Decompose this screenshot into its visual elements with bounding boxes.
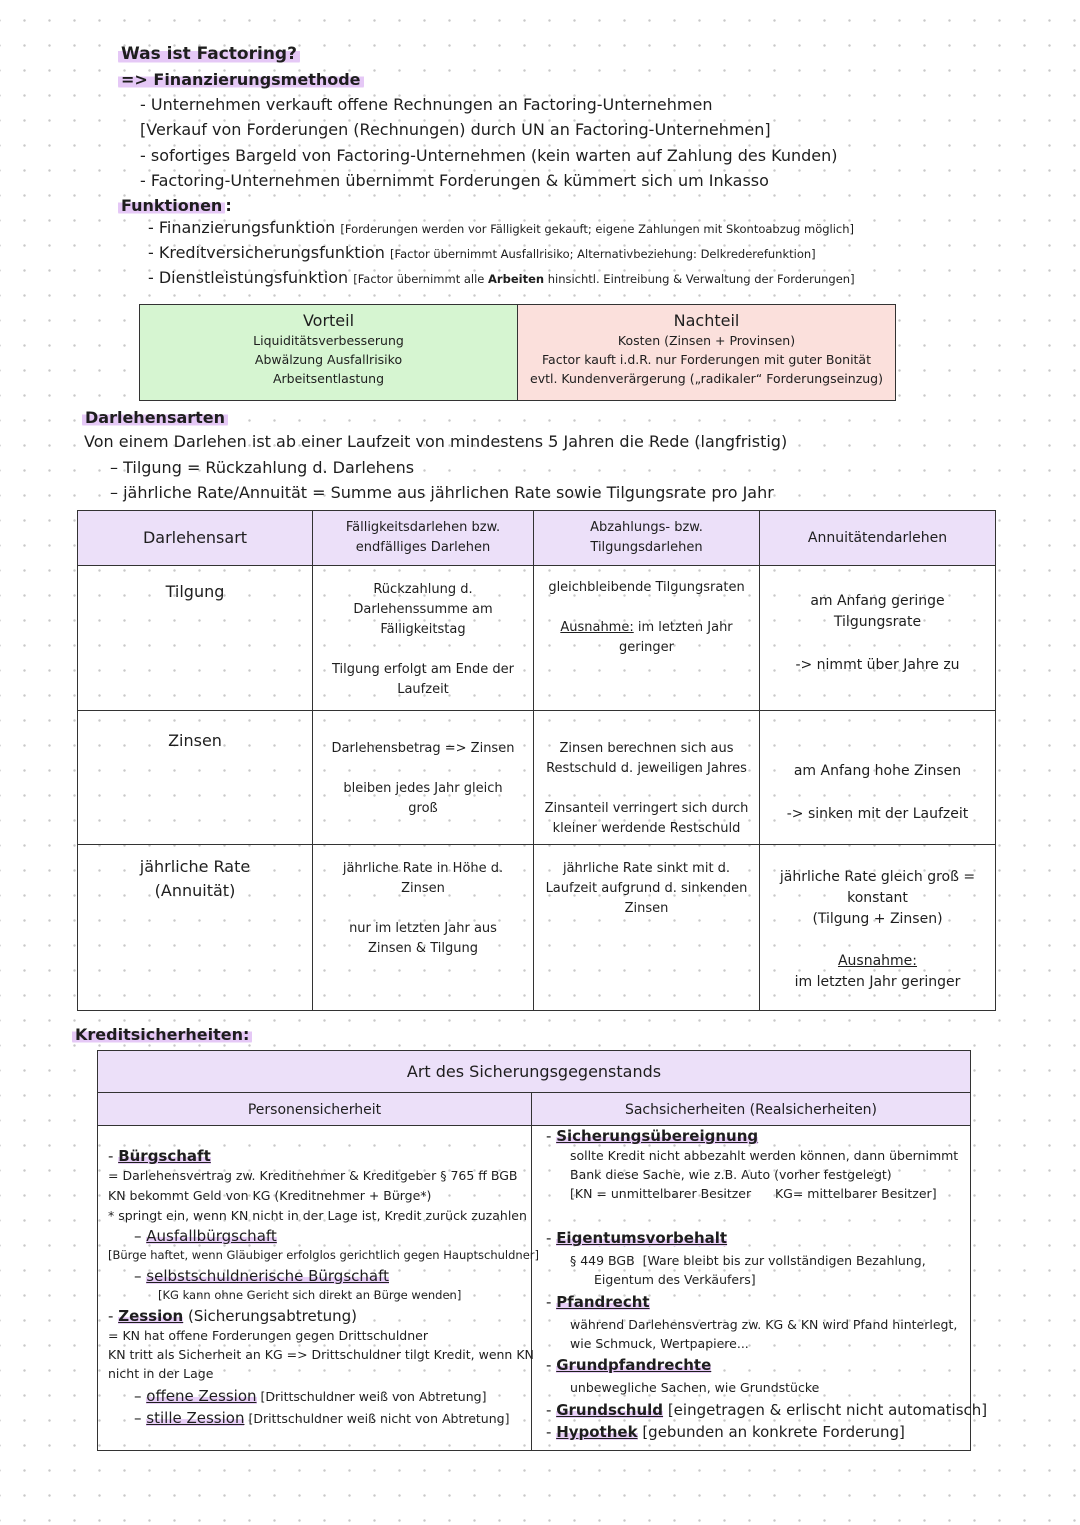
cell-rate-annuitaet: jährliche Rate gleich groß = konstant (Tilgung + Zinsen) Ausnahme: im letzten Jahr geringer xyxy=(760,845,996,1011)
buergschaft-line-3: * springt ein, wenn KN nicht in der Lage ist, Kredit zurück zuzahlen xyxy=(108,1208,527,1223)
factoring-subtitle: => Finanzierungsmethode xyxy=(118,70,364,89)
sue-line-3: [KN = unmittelbarer Besitzer KG= mittelbarer Besitzer] xyxy=(570,1186,937,1201)
buergschaft-line-2: KN bekommt Geld von KG (Kreditnehmer + Bürge*) xyxy=(108,1188,432,1203)
row-label-zinsen: Zinsen xyxy=(78,711,313,845)
zession-line-2: KN tritt als Sicherheit an KG => Drittschuldner tilgt Kredit, wenn KN xyxy=(108,1347,534,1362)
factoring-line-3: - sofortiges Bargeld von Factoring-Unternehmen (kein warten auf Zahlung des Kunden) xyxy=(140,146,838,165)
funktion-finanzierung: - Finanzierungsfunktion [Forderungen werden vor Fälligkeit gekauft; eigene Zahlungen mit Skontoabzug möglich] xyxy=(148,218,855,237)
nachteil-column xyxy=(518,305,895,400)
hypothek: - Hypothek [gebunden an konkrete Forderung] xyxy=(546,1423,905,1441)
sue-line-1: sollte Kredit nicht abbezahlt werden können, dann übernimmt xyxy=(570,1148,959,1163)
gp-line-1: unbewegliche Sachen, wie Grundstücke xyxy=(570,1380,820,1395)
ausfallbuergschaft-note: [Bürge haftet, wenn Gläubiger erfolglos gerichtlich gegen Hauptschuldner] xyxy=(108,1248,540,1262)
personensicherheit-header: Personensicherheit xyxy=(98,1093,532,1125)
sicherungsuebereignung-heading: - Sicherungsübereignung xyxy=(546,1127,759,1145)
cell-rate-faelligkeit: jährliche Rate in Höhe d. Zinsen nur im letzten Jahr aus Zinsen & Tilgung xyxy=(313,845,534,1011)
zession-line-1: = KN hat offene Forderungen gegen Drittschuldner xyxy=(108,1328,428,1343)
darlehensarten-table xyxy=(77,510,996,1011)
selbstschuldnerische-note: [KG kann ohne Gericht sich direkt an Bürge wenden] xyxy=(158,1288,462,1302)
nachteil-item: Factor kauft i.d.R. nur Forderungen mit guter Bonität xyxy=(542,352,871,367)
factoring-title: Was ist Factoring? xyxy=(118,44,300,64)
darlehensarten-title: Darlehensarten xyxy=(82,408,228,427)
kreditsicherheiten-title: Kreditsicherheiten: xyxy=(72,1025,252,1044)
grundschuld: - Grundschuld [eingetragen & erlischt nicht automatisch] xyxy=(546,1401,988,1419)
table-row-zinsen xyxy=(78,711,996,845)
cell-tilgung-faelligkeit: Rückzahlung d. Darlehenssumme am Fälligkeitstag Tilgung erfolgt am Ende der Laufzeit xyxy=(313,566,534,711)
table-header-row xyxy=(78,511,996,566)
cell-zinsen-abzahlung: Zinsen berechnen sich aus Restschuld d. jeweiligen Jahres Zinsanteil verringert sich durch kleiner werdende Restschuld xyxy=(534,711,760,845)
offene-zession: – offene Zession [Drittschuldner weiß von Abtretung] xyxy=(134,1387,487,1405)
header-darlehensart: Darlehensart xyxy=(78,511,313,566)
kreditsicherheiten-table xyxy=(97,1050,988,1451)
pfandrecht-heading: - Pfandrecht xyxy=(546,1293,650,1311)
ev-line-2: Eigentum des Verkäufers] xyxy=(594,1272,756,1287)
vorteil-item: Arbeitsentlastung xyxy=(272,371,385,386)
sue-line-2: Bank diese Sache, wie z.B. Auto (vorher festgelegt) xyxy=(570,1167,892,1182)
row-label-tilgung: Tilgung xyxy=(78,566,313,711)
zession-line-3: nicht in der Lage xyxy=(108,1366,214,1381)
funktionen-heading: Funktionen : xyxy=(118,196,232,215)
buergschaft-heading: - Bürgschaft xyxy=(108,1147,211,1165)
header-annuitaetendarlehen: Annuitätendarlehen xyxy=(760,511,996,566)
factoring-line-1: - Unternehmen verkauft offene Rechnungen an Factoring-Unternehmen xyxy=(140,95,713,114)
factoring-line-2: [Verkauf von Forderungen (Rechnungen) durch UN an Factoring-Unternehmen] xyxy=(140,120,771,139)
ausfallbuergschaft-heading: – Ausfallbürgschaft xyxy=(134,1227,277,1245)
header-abzahlungsdarlehen: Abzahlungs- bzw. Tilgungsdarlehen xyxy=(534,511,760,566)
eigentumsvorbehalt-heading: - Eigentumsvorbehalt xyxy=(546,1229,728,1247)
zession-heading: - Zession (Sicherungsabtretung) xyxy=(108,1307,357,1325)
funktion-dienstleistung: - Dienstleistungsfunktion [Factor übernimmt alle Arbeiten hinsichtl. Eintreibung & Verwaltung der Forderungen] xyxy=(148,268,855,287)
vorteil-item: Abwälzung Ausfallrisiko xyxy=(254,352,403,367)
darlehen-bullet-rate: – jährliche Rate/Annuität = Summe aus jährlichen Rate sowie Tilgungsrate pro Jahr xyxy=(110,483,774,502)
vorteil-column xyxy=(140,305,518,400)
vorteil-item: Liquiditätsverbesserung xyxy=(253,333,404,348)
vorteil-header: Vorteil xyxy=(302,311,355,330)
table-row-rate xyxy=(78,845,996,1011)
nachteil-item: Kosten (Zinsen + Provinsen) xyxy=(617,333,796,348)
darlehen-bullet-tilgung: – Tilgung = Rückzahlung d. Darlehens xyxy=(110,458,415,477)
pf-line-1: während Darlehensvertrag zw. KG & KN wird Pfand hinterlegt, xyxy=(570,1317,958,1332)
table-title: Art des Sicherungsgegenstands xyxy=(98,1051,970,1093)
cell-tilgung-annuitaet: am Anfang geringe Tilgungsrate -> nimmt über Jahre zu xyxy=(760,566,996,711)
cell-zinsen-annuitaet: am Anfang hohe Zinsen -> sinken mit der Laufzeit xyxy=(760,711,996,845)
vorteil-nachteil-table xyxy=(139,304,896,401)
factoring-line-4: - Factoring-Unternehmen übernimmt Forderungen & kümmert sich um Inkasso xyxy=(140,171,769,190)
ev-line-1: § 449 BGB [Ware bleibt bis zur vollständigen Bezahlung, xyxy=(570,1253,926,1268)
table-row-tilgung xyxy=(78,566,996,711)
selbstschuldnerische-heading: – selbstschuldnerische Bürgschaft xyxy=(134,1267,389,1285)
sachsicherheiten-header: Sachsicherheiten (Realsicherheiten) xyxy=(532,1093,970,1125)
darlehen-intro: Von einem Darlehen ist ab einer Laufzeit von mindestens 5 Jahren die Rede (langfristig) xyxy=(84,432,788,451)
nachteil-header: Nachteil xyxy=(673,311,740,330)
cell-tilgung-abzahlung: gleichbleibende Tilgungsraten Ausnahme: im letzten Jahr geringer xyxy=(534,566,760,711)
header-faelligkeitsdarlehen: Fälligkeitsdarlehen bzw. endfälliges Darlehen xyxy=(313,511,534,566)
buergschaft-line-1: = Darlehensvertrag zw. Kreditnehmer & Kreditgeber § 765 ff BGB xyxy=(108,1168,518,1183)
pf-line-2: wie Schmuck, Wertpapiere... xyxy=(570,1336,749,1351)
stille-zession: – stille Zession [Drittschuldner weiß nicht von Abtretung] xyxy=(134,1409,510,1427)
funktion-kreditversicherung: - Kreditversicherungsfunktion [Factor übernimmt Ausfallrisiko; Alternativbeziehung: Delkrederefunktion] xyxy=(148,243,816,262)
nachteil-item: evtl. Kundenverärgerung („radikaler“ Forderungseinzug) xyxy=(530,371,883,386)
cell-zinsen-faelligkeit: Darlehensbetrag => Zinsen bleiben jedes Jahr gleich groß xyxy=(313,711,534,845)
row-label-rate: jährliche Rate (Annuität) xyxy=(78,845,313,1011)
cell-rate-abzahlung: jährliche Rate sinkt mit d. Laufzeit aufgrund d. sinkenden Zinsen xyxy=(534,845,760,1011)
grundpfandrechte-heading: - Grundpfandrechte xyxy=(546,1356,712,1374)
